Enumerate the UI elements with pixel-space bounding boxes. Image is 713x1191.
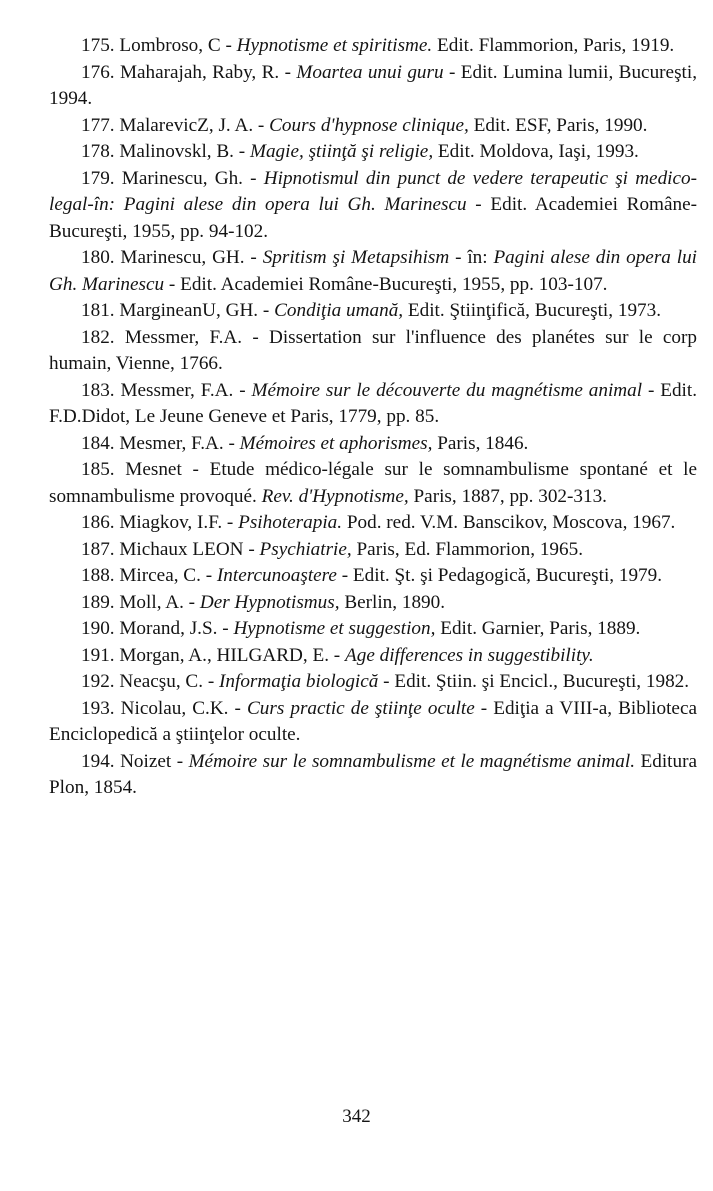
reference-entry: 189. Moll, A. - Der Hypnotismus, Berlin, 1890. [81, 591, 446, 613]
reference-entry: 185. Mesnet - Etude médico-légale sur le somnambulisme spontané et le somnambulisme provoqué. Rev. d'Hypnotisme, Paris, 1887, pp. 302-313. [49, 459, 697, 507]
page-number: 342 [342, 1106, 371, 1127]
bibliography-list [49, 33, 697, 802]
reference-entry: 179. Marinescu, Gh. - Hipnotismul din punct de vedere terapeutic şi medico-legal-în: Pagini alese din opera lui Gh. Marinescu - Edit. Academiei Române-Bucureşti, 1955, pp. 94-102. [49, 167, 697, 242]
reference-entry: 194. Noizet - Mémoire sur le somnambulisme et le magnétisme animal. Editura Plon, 1854. [49, 750, 697, 798]
reference-entry: 187. Michaux LEON - Psychiatrie, Paris, Ed. Flammorion, 1965. [81, 538, 584, 560]
reference-entry: 193. Nicolau, C.K. - Curs practic de ştiinţe oculte - Ediţia a VIII-a, Biblioteca Enciclopedică a ştiinţelor oculte. [49, 697, 697, 745]
reference-entry: 181. MargineanU, GH. - Condiţia umană, Edit. Ştiinţifică, Bucureşti, 1973. [81, 300, 662, 321]
reference-entry: 183. Messmer, F.A. - Mémoire sur le découverte du magnétisme animal - Edit. F.D.Didot, Le Jeune Geneve et Paris, 1779, pp. 85. [49, 379, 698, 427]
reference-entry: 188. Mircea, C. - Intercunoaştere - Edit. Şt. şi Pedagogică, Bucureşti, 1979. [81, 565, 663, 586]
reference-entry: 178. Malinovskl, B. - Magie, ştiinţă şi religie, Edit. Moldova, Iaşi, 1993. [81, 141, 639, 162]
reference-entry: 180. Marinescu, GH. - Spritism şi Metapsihism - în: Pagini alese din opera lui Gh. Marinescu - Edit. Academiei Române-Bucureşti, 1955, pp. 103-107. [49, 247, 697, 295]
reference-entry: 175. Lombroso, C - Hypnotisme et spiritisme. Edit. Flammorion, Paris, 1919. [81, 35, 675, 56]
reference-entry: 186. Miagkov, I.F. - Psihoterapia. Pod. red. V.M. Banscikov, Moscova, 1967. [81, 512, 676, 533]
reference-entry: 182. Messmer, F.A. - Dissertation sur l'influence des planétes sur le corp humain, Vienne, 1766. [49, 326, 697, 374]
reference-entry: 190. Morand, J.S. - Hypnotisme et suggestion, Edit. Garnier, Paris, 1889. [81, 618, 641, 639]
reference-entry: 192. Neacşu, C. - Informaţia biologică - Edit. Ştiin. şi Encicl., Bucureşti, 1982. [81, 671, 690, 692]
reference-entry: 176. Maharajah, Raby, R. - Moartea unui guru - Edit. Lumina lumii, Bucureşti, 1994. [49, 61, 697, 109]
reference-entry: 177. MalarevicZ, J. A. - Cours d'hypnose clinique, Edit. ESF, Paris, 1990. [81, 114, 648, 136]
reference-entry: 184. Mesmer, F.A. - Mémoires et aphorismes, Paris, 1846. [81, 432, 529, 454]
reference-entry: 191. Morgan, A., HILGARD, E. - Age differences in suggestibility. [81, 644, 594, 666]
